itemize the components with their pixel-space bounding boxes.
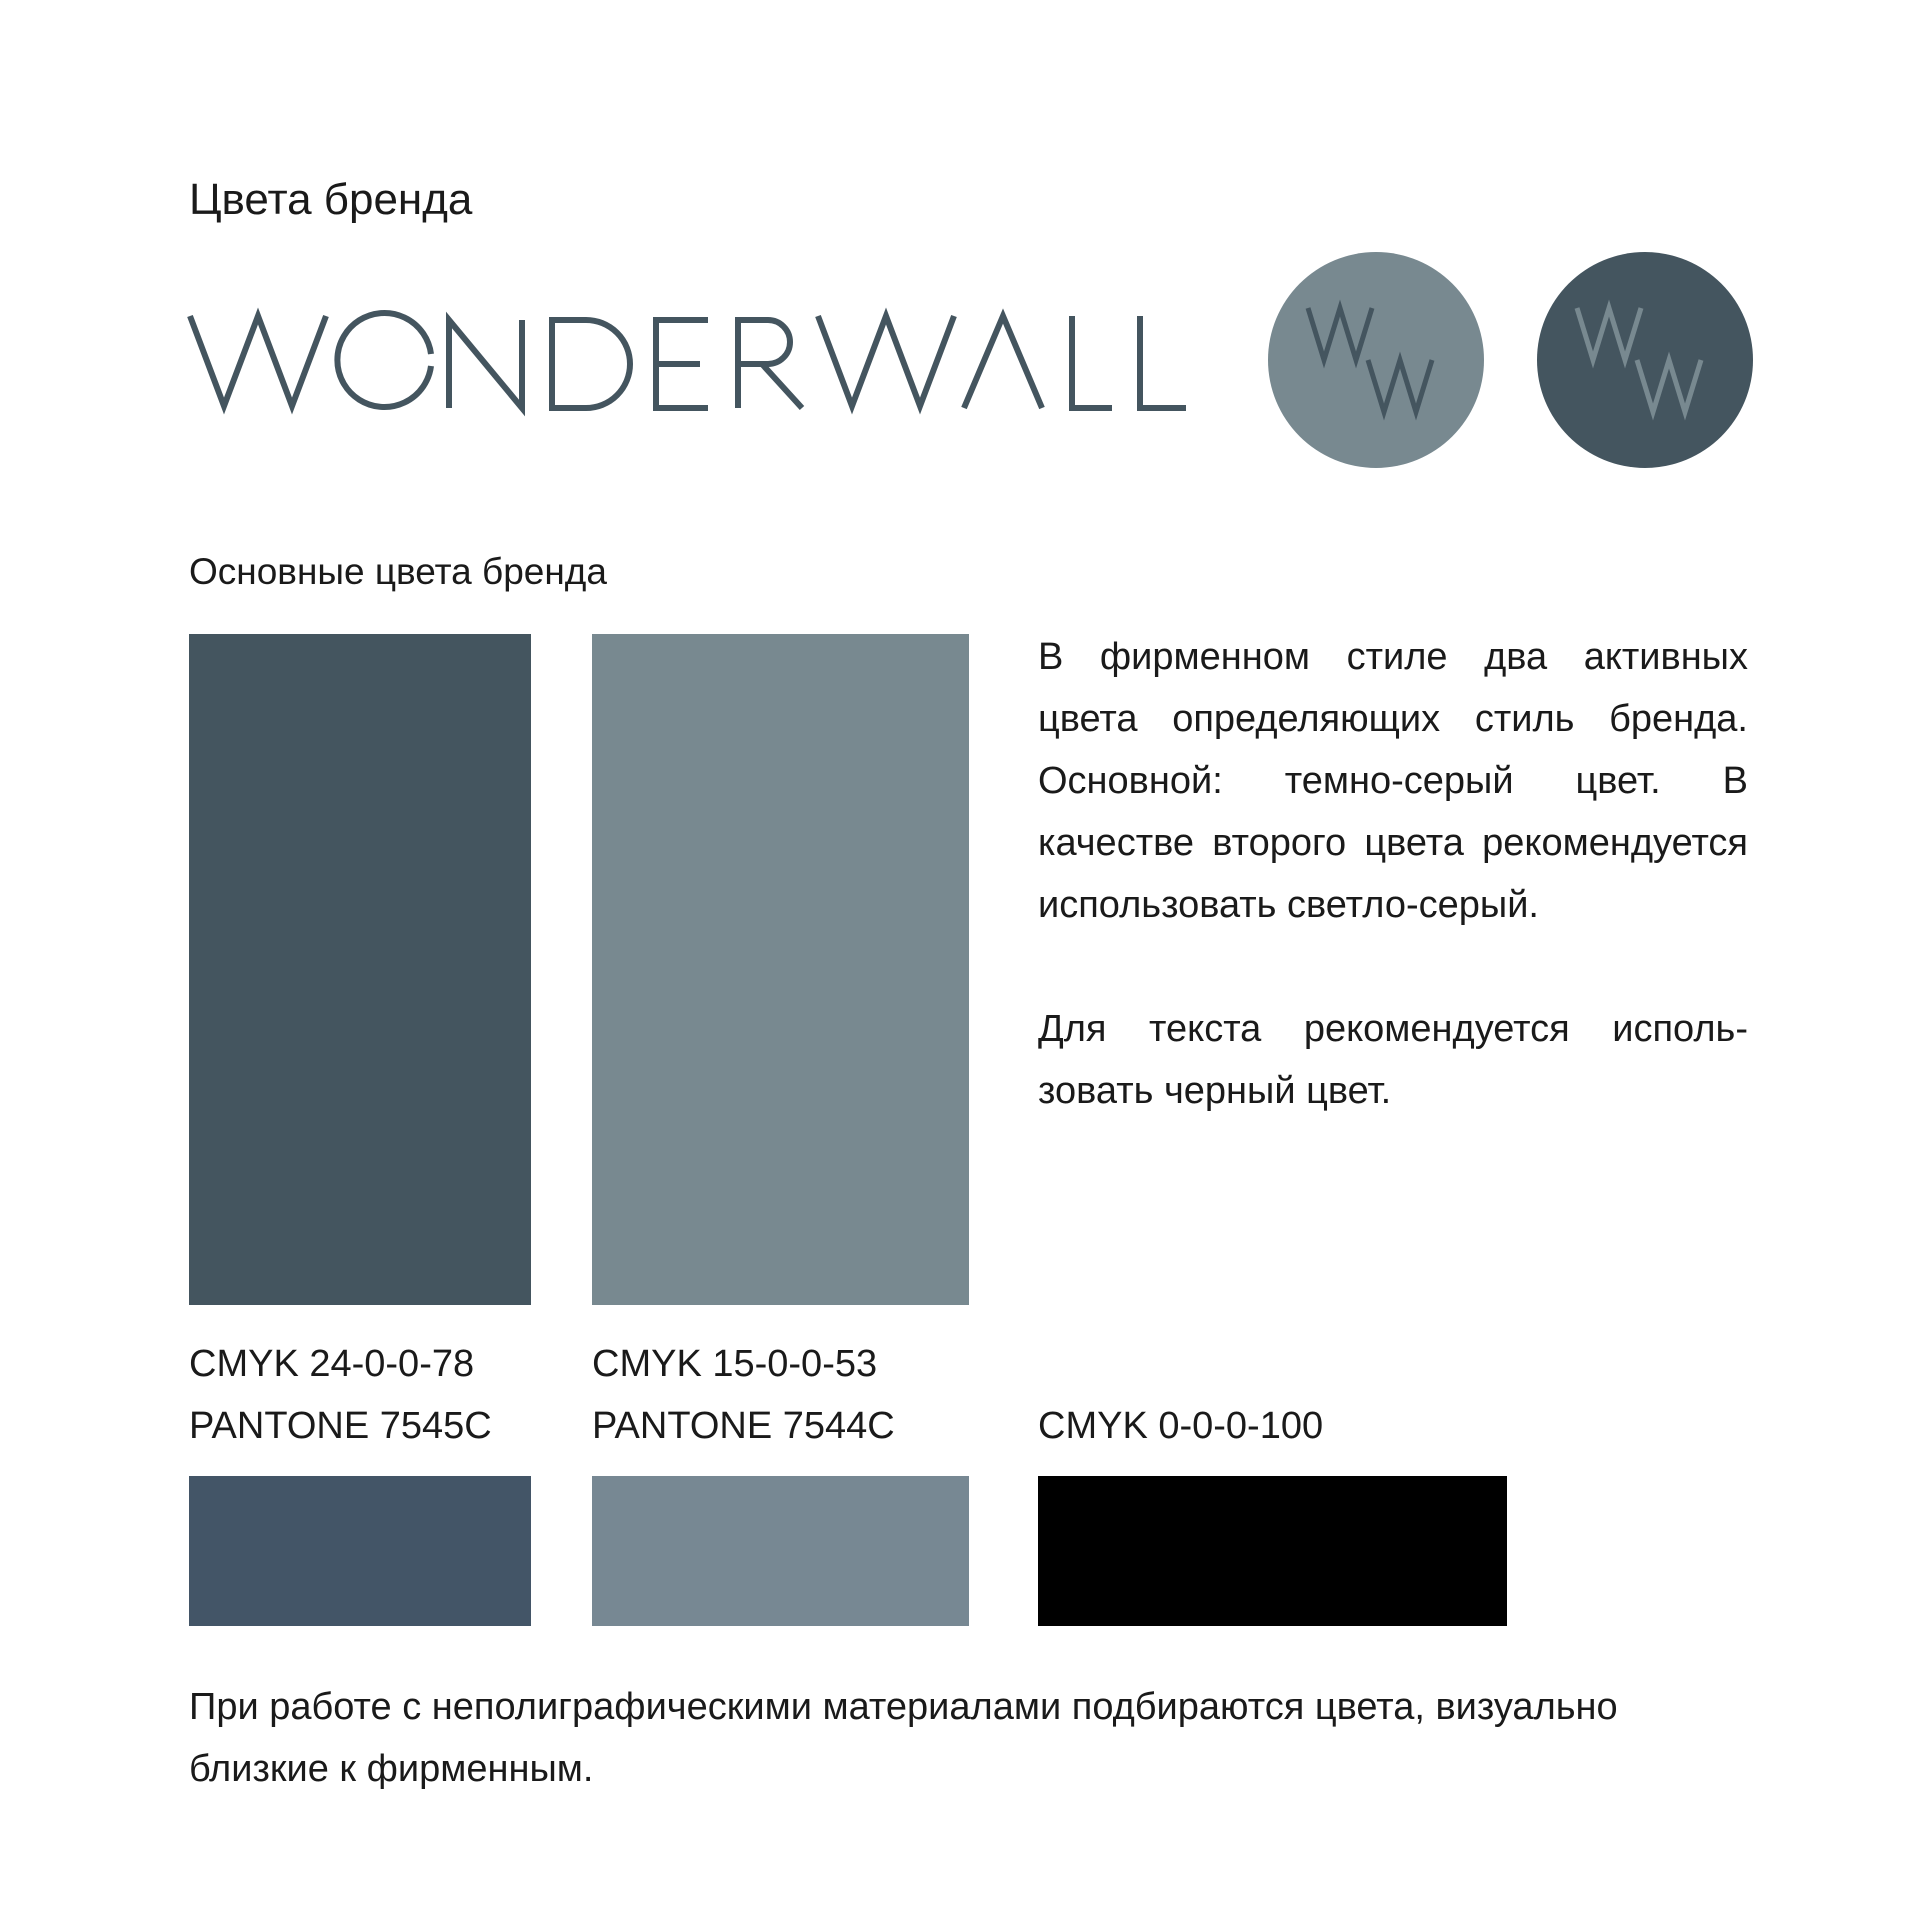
monogram-dark-icon — [1537, 252, 1753, 468]
swatch-light-large — [592, 634, 969, 1305]
wonderwall-logo — [186, 300, 1192, 420]
swatch-black-codes — [1038, 1395, 1323, 1457]
description-paragraph-1: В фирменном стиле два активных цвета определяющих стиль бренда. Основной: темно-серый цвет. В качестве второго цвета рекомендуется использовать светло-серый. — [1038, 636, 1748, 926]
swatch-dark-cmyk: CMYK 24-0-0-78 — [189, 1343, 475, 1385]
swatch-dark-small — [189, 1476, 531, 1626]
swatch-light-small — [592, 1476, 969, 1626]
swatch-dark-pantone: PANTONE 7545C — [189, 1405, 492, 1447]
swatch-black-cmyk: CMYK 0-0-0-100 — [1038, 1405, 1324, 1447]
swatch-light-codes — [592, 1333, 895, 1457]
section-subtitle: Основные цвета бренда — [189, 551, 607, 592]
description — [1038, 626, 1748, 1122]
monogram-light-icon — [1268, 252, 1484, 468]
page-title: Цвета бренда — [189, 175, 473, 224]
monogram-light-circle — [1268, 252, 1484, 468]
swatch-light-pantone: PANTONE 7544C — [592, 1405, 895, 1447]
monogram-dark-circle — [1537, 252, 1753, 468]
swatch-light-cmyk: CMYK 15-0-0-53 — [592, 1343, 878, 1385]
description-paragraph-2: Для текста рекомендуется использовать черный цвет. — [1038, 1008, 1748, 1112]
footer-note: При работе с неполиграфическими материалами подбираются цвета, визуально близкие к фирменным. — [189, 1686, 1618, 1790]
swatch-black-small — [1038, 1476, 1507, 1626]
swatch-dark-large — [189, 634, 531, 1305]
swatch-dark-codes — [189, 1333, 492, 1457]
